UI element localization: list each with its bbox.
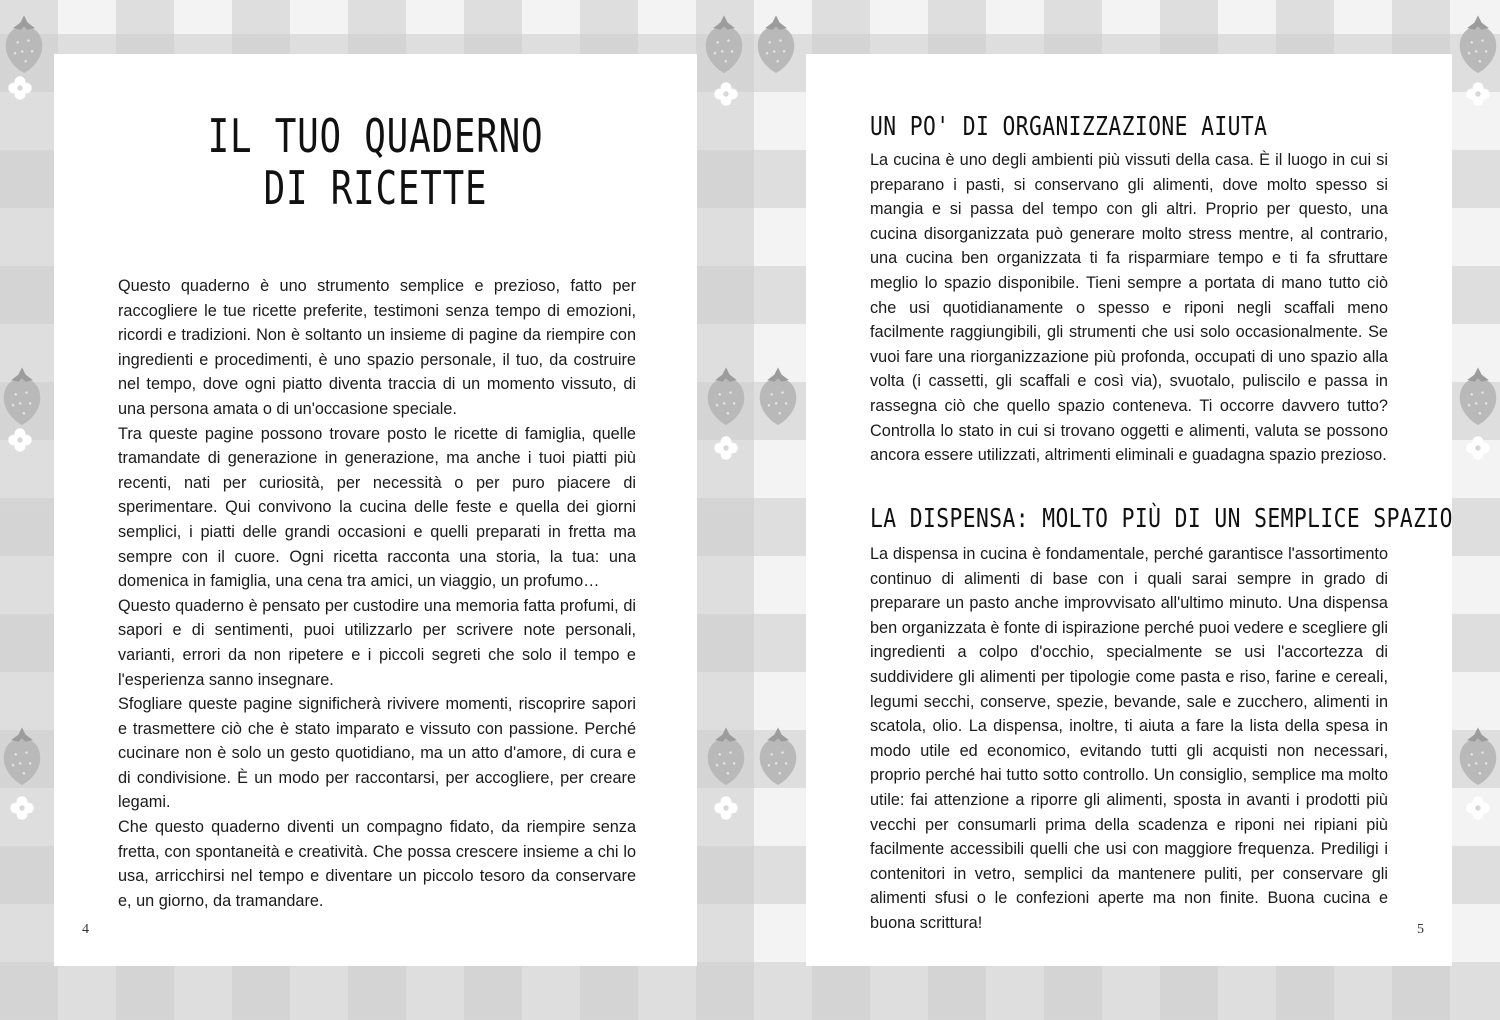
section-heading-organizzazione: UN PO' DI ORGANIZZAZIONE AIUTA [870, 112, 1268, 142]
strawberry-icon [708, 367, 745, 425]
page-number: 4 [82, 922, 89, 937]
paragraph: La cucina è uno degli ambienti più vissuti della casa. È il luogo in cui si preparano i pasti, si conservano gli alimenti, dove molto spesso si mangia e si passa del tempo con gli altri. Proprio per questo, una cucina disorganizzata può generare molto stress mentre, al contrario, una cucina ben organizzata ti fa risparmiare tempo e ti fa sfruttare meglio lo spazio disponibile. Tieni sempre a portata di mano tutto ciò che usi quotidianamente o spesso e riponi negli scaffali meno facilmente raggiungibili, gli strumenti che usi solo occasionalmente. Se vuoi fare una riorganizzazione più profonda, occupati di uno spazio alla volta (i cassetti, gli scaffali e così via), svuotalo, puliscilo e passa in rassegna ciò che quello spazio conteneva. Ti occorre davvero tutto? Controlla lo stato in cui si trovano oggetti e alimenti, valuta se possono ancora essere utilizzati, altrimenti eliminali e guadagna spazio prezioso. [870, 151, 1388, 465]
title-line-2: DI RICETTE [263, 161, 488, 215]
intro-text [118, 274, 636, 913]
flower-icon [1466, 796, 1489, 819]
strawberry-icon [758, 15, 795, 73]
strawberry-icon [706, 15, 743, 73]
paragraph: Questo quaderno è uno strumento semplice e prezioso, fatto per raccogliere le tue ricette preferite, testimoni senza tempo di emozioni, ricordi e tradizioni. Non è soltanto un insieme di pagine da riempire con ingredienti e procedimenti, è uno spazio personale, il tuo, da costruire nel tempo, dove ogni piatto diventa traccia di un momento vissuto, di una persona amata o di un'occasione speciale. [118, 277, 636, 418]
flower-icon [714, 82, 737, 105]
strawberry-icon [708, 727, 745, 785]
left-page [54, 54, 697, 966]
flower-icon [714, 796, 737, 819]
right-page [806, 54, 1452, 966]
paragraph: Questo quaderno è pensato per custodire una memoria fatta profumi, di sapori e di sentimenti, puoi utilizzarlo per scrivere note personali, varianti, errori da non ripetere e i piccoli segreti che solo il tempo e l'esperienza sanno insegnare. [118, 596, 636, 689]
strawberry-icon [760, 727, 797, 785]
flower-icon [8, 76, 31, 99]
strawberry-icon [1460, 367, 1497, 425]
section-text-organizzazione [870, 148, 1388, 468]
section-text-dispensa [870, 542, 1388, 936]
strawberry-icon [1460, 15, 1497, 73]
flower-icon [714, 436, 737, 459]
strawberry-icon [1460, 727, 1497, 785]
paragraph: La dispensa in cucina è fondamentale, perché garantisce l'assortimento continuo di alimenti di base con i quali sarai sempre in grado di preparare un pasto anche improvvisato all'ultimo minuto. Una dispensa ben organizzata è fonte di ispirazione perché puoi vedere e scegliere gli ingredienti a colpo d'occhio, specialmente se usi l'accortezza di suddividere gli alimenti per tipologie come pasta e riso, farine e cereali, legumi secchi, conserve, spezie, bevande, sale e zucchero, alimenti in scatola, olio. La dispensa, inoltre, ti aiuta a fare la lista della spesa in modo utile ed economico, evitando tutti gli acquisti non necessari, proprio perché hai tutto sotto controllo. Un consiglio, semplice ma molto utile: fai attenzione a riporre gli alimenti, sposta in avanti i prodotti più vecchi per consumarli prima della scadenza e riponi nei ripiani più facilmente accessibili quelli che usi con maggiore frequenza. Prediligi i contenitori in vetro, semplici da mantenere puliti, per conservare gli alimenti sfusi o le confezioni aperte ma non finite. Buona cucina e buona scrittura! [870, 545, 1388, 932]
flower-icon [1466, 436, 1489, 459]
paragraph: Sfogliare queste pagine significherà rivivere momenti, riscoprire sapori e trasmettere ciò che è stato imparato e vissuto con passione. Perché cucinare non è solo un gesto quotidiano, ma un atto d'amore, di cura e di condivisione. È un modo per raccontarsi, per accogliere, per creare legami. [118, 695, 636, 812]
page-title [125, 110, 627, 214]
flower-icon [8, 428, 31, 451]
strawberry-icon [4, 367, 41, 425]
title-line-1: IL TUO QUADERNO [207, 109, 544, 163]
strawberry-icon [760, 367, 797, 425]
flower-icon [10, 796, 33, 819]
strawberry-icon [4, 727, 41, 785]
page-number: 5 [1417, 922, 1424, 937]
paragraph: Che questo quaderno diventi un compagno fidato, da riempire senza fretta, con spontaneità e creatività. Che possa crescere insieme a chi lo usa, arricchirsi nel tempo e diventare un piccolo tesoro da conservare e, un giorno, da tramandare. [118, 818, 636, 910]
flower-icon [1466, 82, 1489, 105]
section-heading-dispensa: LA DISPENSA: MOLTO PIÙ DI UN SEMPLICE SPAZIO [870, 504, 1453, 534]
paragraph: Tra queste pagine possono trovare posto le ricette di famiglia, quelle tramandate di generazione in generazione, ma anche i tuoi piatti più recenti, nati per curiosità, per necessità o per puro piacere di sperimentare. Qui convivono la cucina delle feste e quella dei giorni semplici, i piatti delle grandi occasioni e quelli preparati in fretta ma sempre con il cuore. Ogni ricetta racconta una storia, la tua: una domenica in famiglia, una cena tra amici, un viaggio, un profumo… [118, 424, 636, 591]
strawberry-icon [6, 15, 43, 73]
